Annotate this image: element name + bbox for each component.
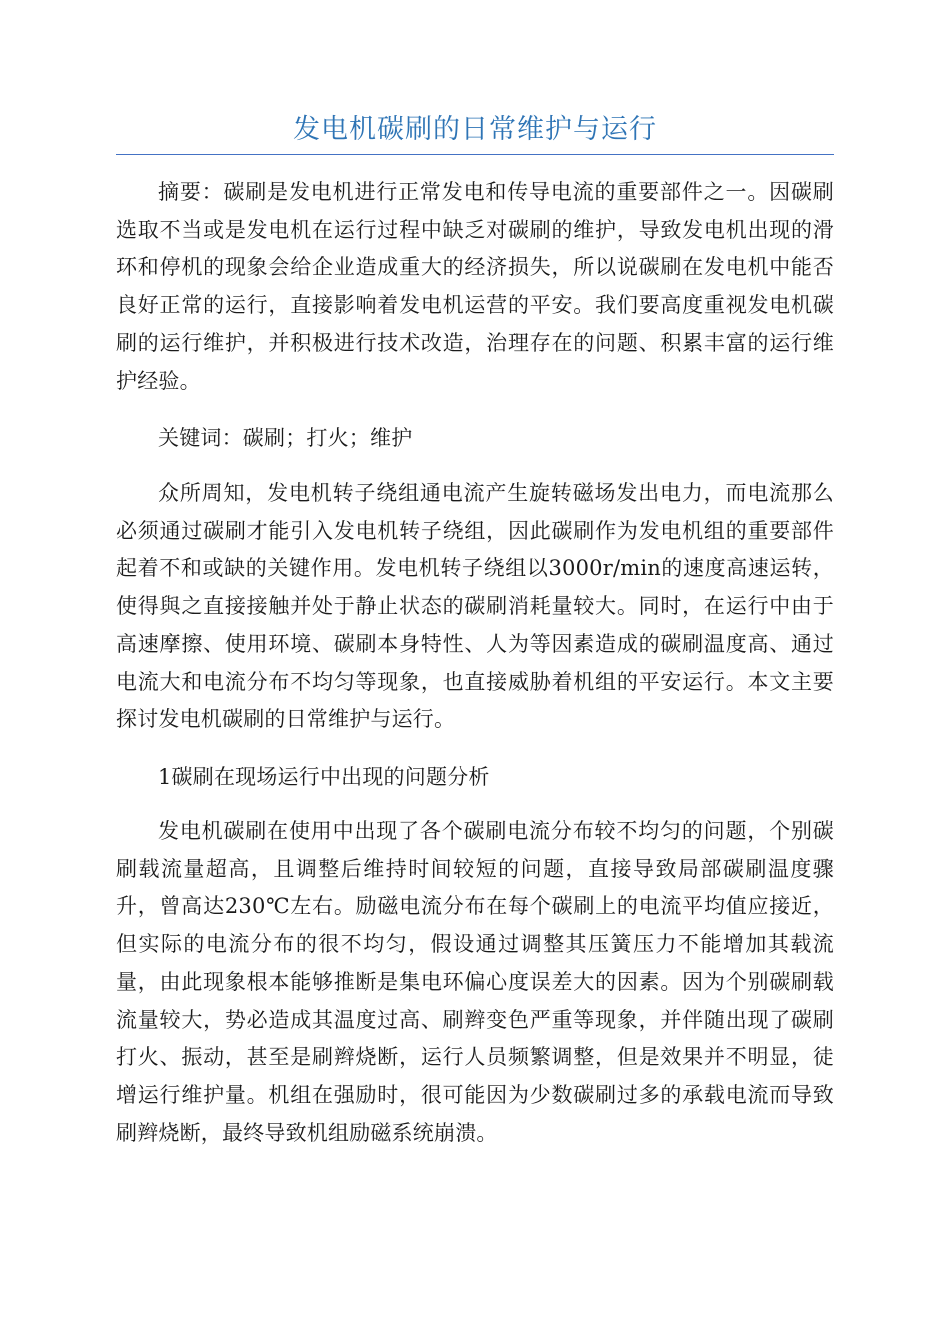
document-title: 发电机碳刷的日常维护与运行 (293, 114, 657, 145)
section-heading: 1碳刷在现场运行中出现的问题分析 (158, 765, 490, 789)
title-underline (116, 154, 834, 155)
keywords-paragraph: 关键词：碳刷；打火；维护 (158, 426, 413, 450)
abstract-paragraph: 摘要：碳刷是发电机进行正常发电和传导电流的重要部件之一。因碳刷选取不当或是发电机在运行过程中缺乏对碳刷的维护，导致发电机出现的滑环和停机的现象会给企业造成重大的经济损失，所以说碳刷在发电机中能否良好正常的运行，直接影响着发电机运营的平安。我们要高度重视发电机碳刷的运行维护，并积极进行技术改造，治理存在的问题、积累丰富的运行维护经验。 (116, 180, 834, 393)
analysis-paragraph: 发电机碳刷在使用中出现了各个碳刷电流分布较不均匀的问题，个别碳刷载流量超高，且调整后维持时间较短的问题，直接导致局部碳刷温度骤升，曾高达230℃左右。励磁电流分布在每个碳刷上的电流平均值应接近，但实际的电流分布的很不均匀，假设通过调整其压簧压力不能增加其载流量，由此现象根本能够推断是集电环偏心度误差大的因素。因为个别碳刷载流量较大，势必造成其温度过高、刷辫变色严重等现象，并伴随出现了碳刷打火、振动，甚至是刷辫烧断，运行人员频繁调整，但是效果并不明显，徒增运行维护量。机组在强励时，很可能因为少数碳刷过多的承载电流而导致刷辫烧断，最终导致机组励磁系统崩溃。 (116, 819, 834, 1145)
intro-paragraph: 众所周知，发电机转子绕组通电流产生旋转磁场发出电力，而电流那么必须通过碳刷才能引入发电机转子绕组，因此碳刷作为发电机组的重要部件起着不和或缺的关键作用。发电机转子绕组以3000r/min的速度高速运转，使得與之直接接触并处于静止状态的碳刷消耗量较大。同时，在运行中由于高速摩擦、使用环境、碳刷本身特性、人为等因素造成的碳刷温度高、通过电流大和电流分布不均匀等现象，也直接威胁着机组的平安运行。本文主要探讨发电机碳刷的日常维护与运行。 (116, 481, 834, 732)
